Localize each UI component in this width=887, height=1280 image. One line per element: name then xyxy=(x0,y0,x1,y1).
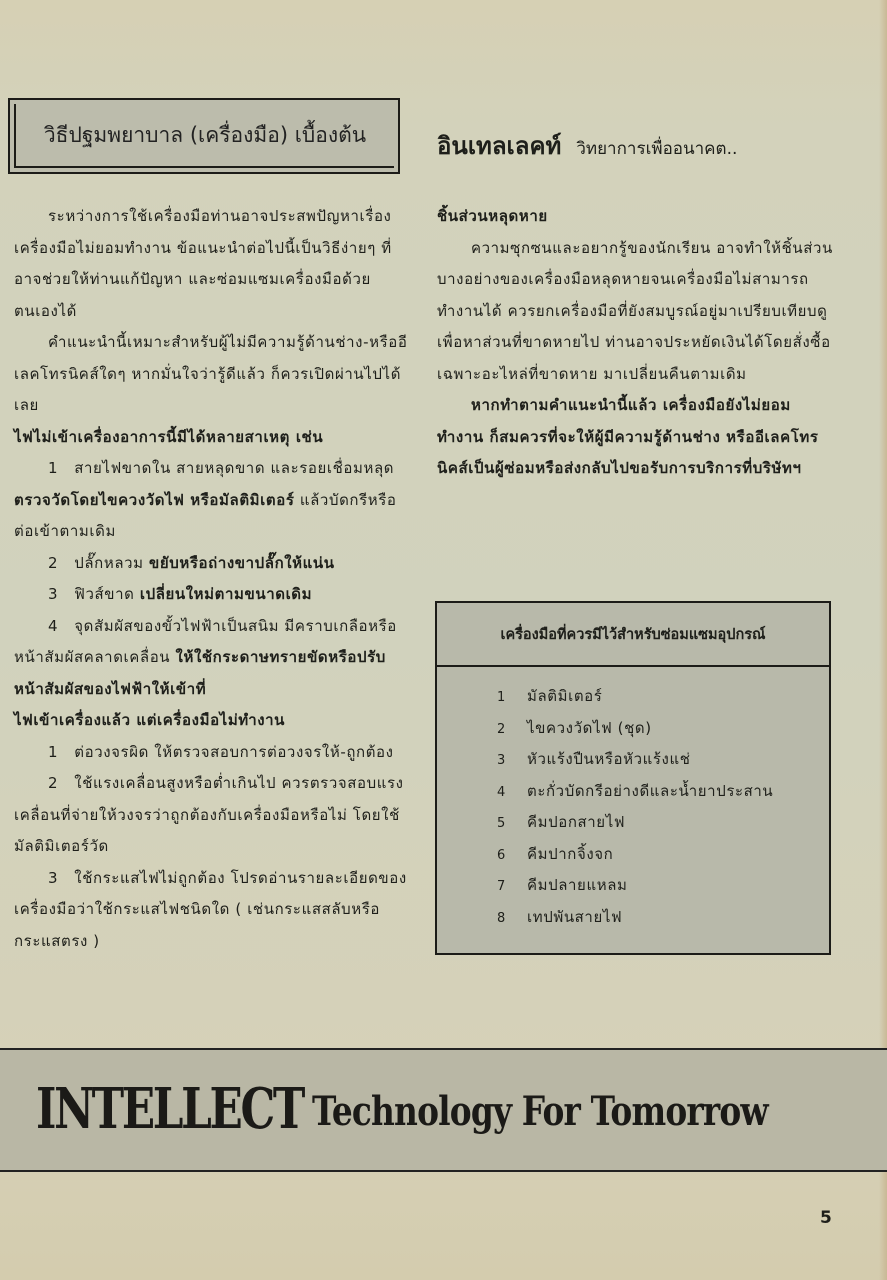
tools-box-title: เครื่องมือที่ควรมีไว้สำหรับซ่อมแซมอุปกรณ์ xyxy=(437,603,829,667)
list-item: 1 ต่อวงจรผิด ให้ตรวจสอบการต่อวงจรให้-ถูกต้อง xyxy=(48,742,394,761)
article-title: วิธีปฐมพยาบาล (เครื่องมือ) เบื้องต้น xyxy=(14,104,394,168)
tool-item: 6 คีมปากจิ้งจก xyxy=(497,844,614,863)
tool-item: 4 ตะกั่วบัดกรีอย่างดีและน้ำยาประสาน xyxy=(497,781,774,800)
section-heading-not-working: ไฟเข้าเครื่องแล้ว แต่เครื่องมือไม่ทำงาน xyxy=(14,711,286,729)
list-item: 2 ใช้แรงเคลื่อนสูงหรือต่ำเกินไป ควรตรวจสอบแรงเคลื่อนที่จ่ายให้วงจรว่าถูกต้องกับเครื่องมือหรือไม่ โดยใช้มัลติมิเตอร์วัด xyxy=(14,774,404,855)
section-heading-missing-parts: ชิ้นส่วนหลุดหาย xyxy=(437,207,548,225)
service-paragraph: หากทำตามคำแนะนำนี้แล้ว เครื่องมือยังไม่ยอมทำงาน ก็สมควรที่จะให้ผู้มีความรู้ด้านช่าง หรืออีเลคโทรนิคส์เป็นผู้ซ่อมหรือส่งกลับไปขอรับการบริการที่บริษัทฯ xyxy=(437,396,819,477)
banner-text xyxy=(36,1076,768,1142)
right-header xyxy=(437,126,737,165)
tool-item: 5 คีมปอกสายไฟ xyxy=(497,813,626,831)
left-column xyxy=(14,201,412,957)
section-heading-no-power: ไฟไม่เข้าเครื่องอาการนี้มีได้หลายสาเหตุ เช่น xyxy=(14,427,324,446)
brand-tagline-thai: วิทยาการเพื่ออนาคต.. xyxy=(576,139,738,159)
banner-slogan: Technology For Tomorrow xyxy=(312,1088,768,1135)
tools-list xyxy=(437,667,829,933)
tool-item: 2 ไขควงวัดไฟ (ชุด) xyxy=(497,718,652,737)
list-item: 4 จุดสัมผัสของขั้วไฟฟ้าเป็นสนิม มีคราบเกลือหรือหน้าสัมผัสคลาดเคลื่อน ให้ใช้กระดาษทรายขัดหรือปรับหน้าสัมผัสของไฟฟ้าให้เข้าที่ xyxy=(14,616,397,698)
tool-item: 3 หัวแร้งปืนหรือหัวแร้งแช่ xyxy=(497,750,691,768)
banner-brand: INTELLECT xyxy=(36,1076,304,1142)
page-number: 5 xyxy=(820,1208,832,1228)
intro-paragraph-2: คำแนะนำนี้เหมาะสำหรับผู้ไม่มีความรู้ด้านช่าง-หรืออีเลคโทรนิคส์ใดๆ หากมั่นใจว่ารู้ดีแล้ว ก็ควรเปิดผ่านไปได้เลย xyxy=(14,333,408,414)
tool-item: 8 เทปพันสายไฟ xyxy=(497,907,623,926)
article-title-box xyxy=(8,98,400,174)
tool-item: 7 คีมปลายแหลม xyxy=(497,876,628,894)
list-item: 1 สายไฟขาดใน สายหลุดขาด และรอยเชื่อมหลุด ตรวจวัดโดยไขควงวัดไฟ หรือมัลติมิเตอร์ แล้วบัดกรีหรือต่อเข้าตามเดิม xyxy=(14,459,397,540)
footer-banner xyxy=(0,1048,887,1172)
missing-parts-paragraph: ความซุกซนและอยากรู้ของนักเรียน อาจทำให้ชิ้นส่วนบางอย่างของเครื่องมือหลุดหายจนเครื่องมือไม่สามารถทำงานได้ ควรยกเครื่องมือที่ยังสมบูรณ์อยู่มาเปรียบเทียบดูเพื่อหาส่วนที่ขาดหายไป ท่านอาจประหยัดเงินได้โดยสั่งซื้อเฉพาะอะไหล่ที่ขาดหาย มาเปลี่ยนคืนตามเดิม xyxy=(437,238,833,383)
list-item: 2 ปลั๊กหลวม ขยับหรือถ่างขาปลั๊กให้แน่น xyxy=(48,553,335,572)
tool-item: 1 มัลติมิเตอร์ xyxy=(497,687,603,705)
intro-paragraph-1: ระหว่างการใช้เครื่องมือท่านอาจประสพปัญหาเรื่องเครื่องมือไม่ยอมทำงาน ข้อแนะนำต่อไปนี้เป็นวิธีง่ายๆ ที่อาจช่วยให้ท่านแก้ปัญหา และซ่อมแซมเครื่องมือด้วยตนเองได้ xyxy=(14,207,392,320)
list-item: 3 ใช้กระแสไฟไม่ถูกต้อง โปรดอ่านรายละเอียดของเครื่องมือว่าใช้กระแสไฟชนิดใด ( เช่นกระแสสลับหรือกระแสตรง ) xyxy=(14,868,407,950)
brand-name-thai: อินเทลเลคท์ xyxy=(437,132,562,160)
right-column xyxy=(437,201,835,485)
recommended-tools-box xyxy=(435,601,831,955)
list-item: 3 ฟิวส์ขาด เปลี่ยนใหม่ตามขนาดเดิม xyxy=(48,585,313,603)
